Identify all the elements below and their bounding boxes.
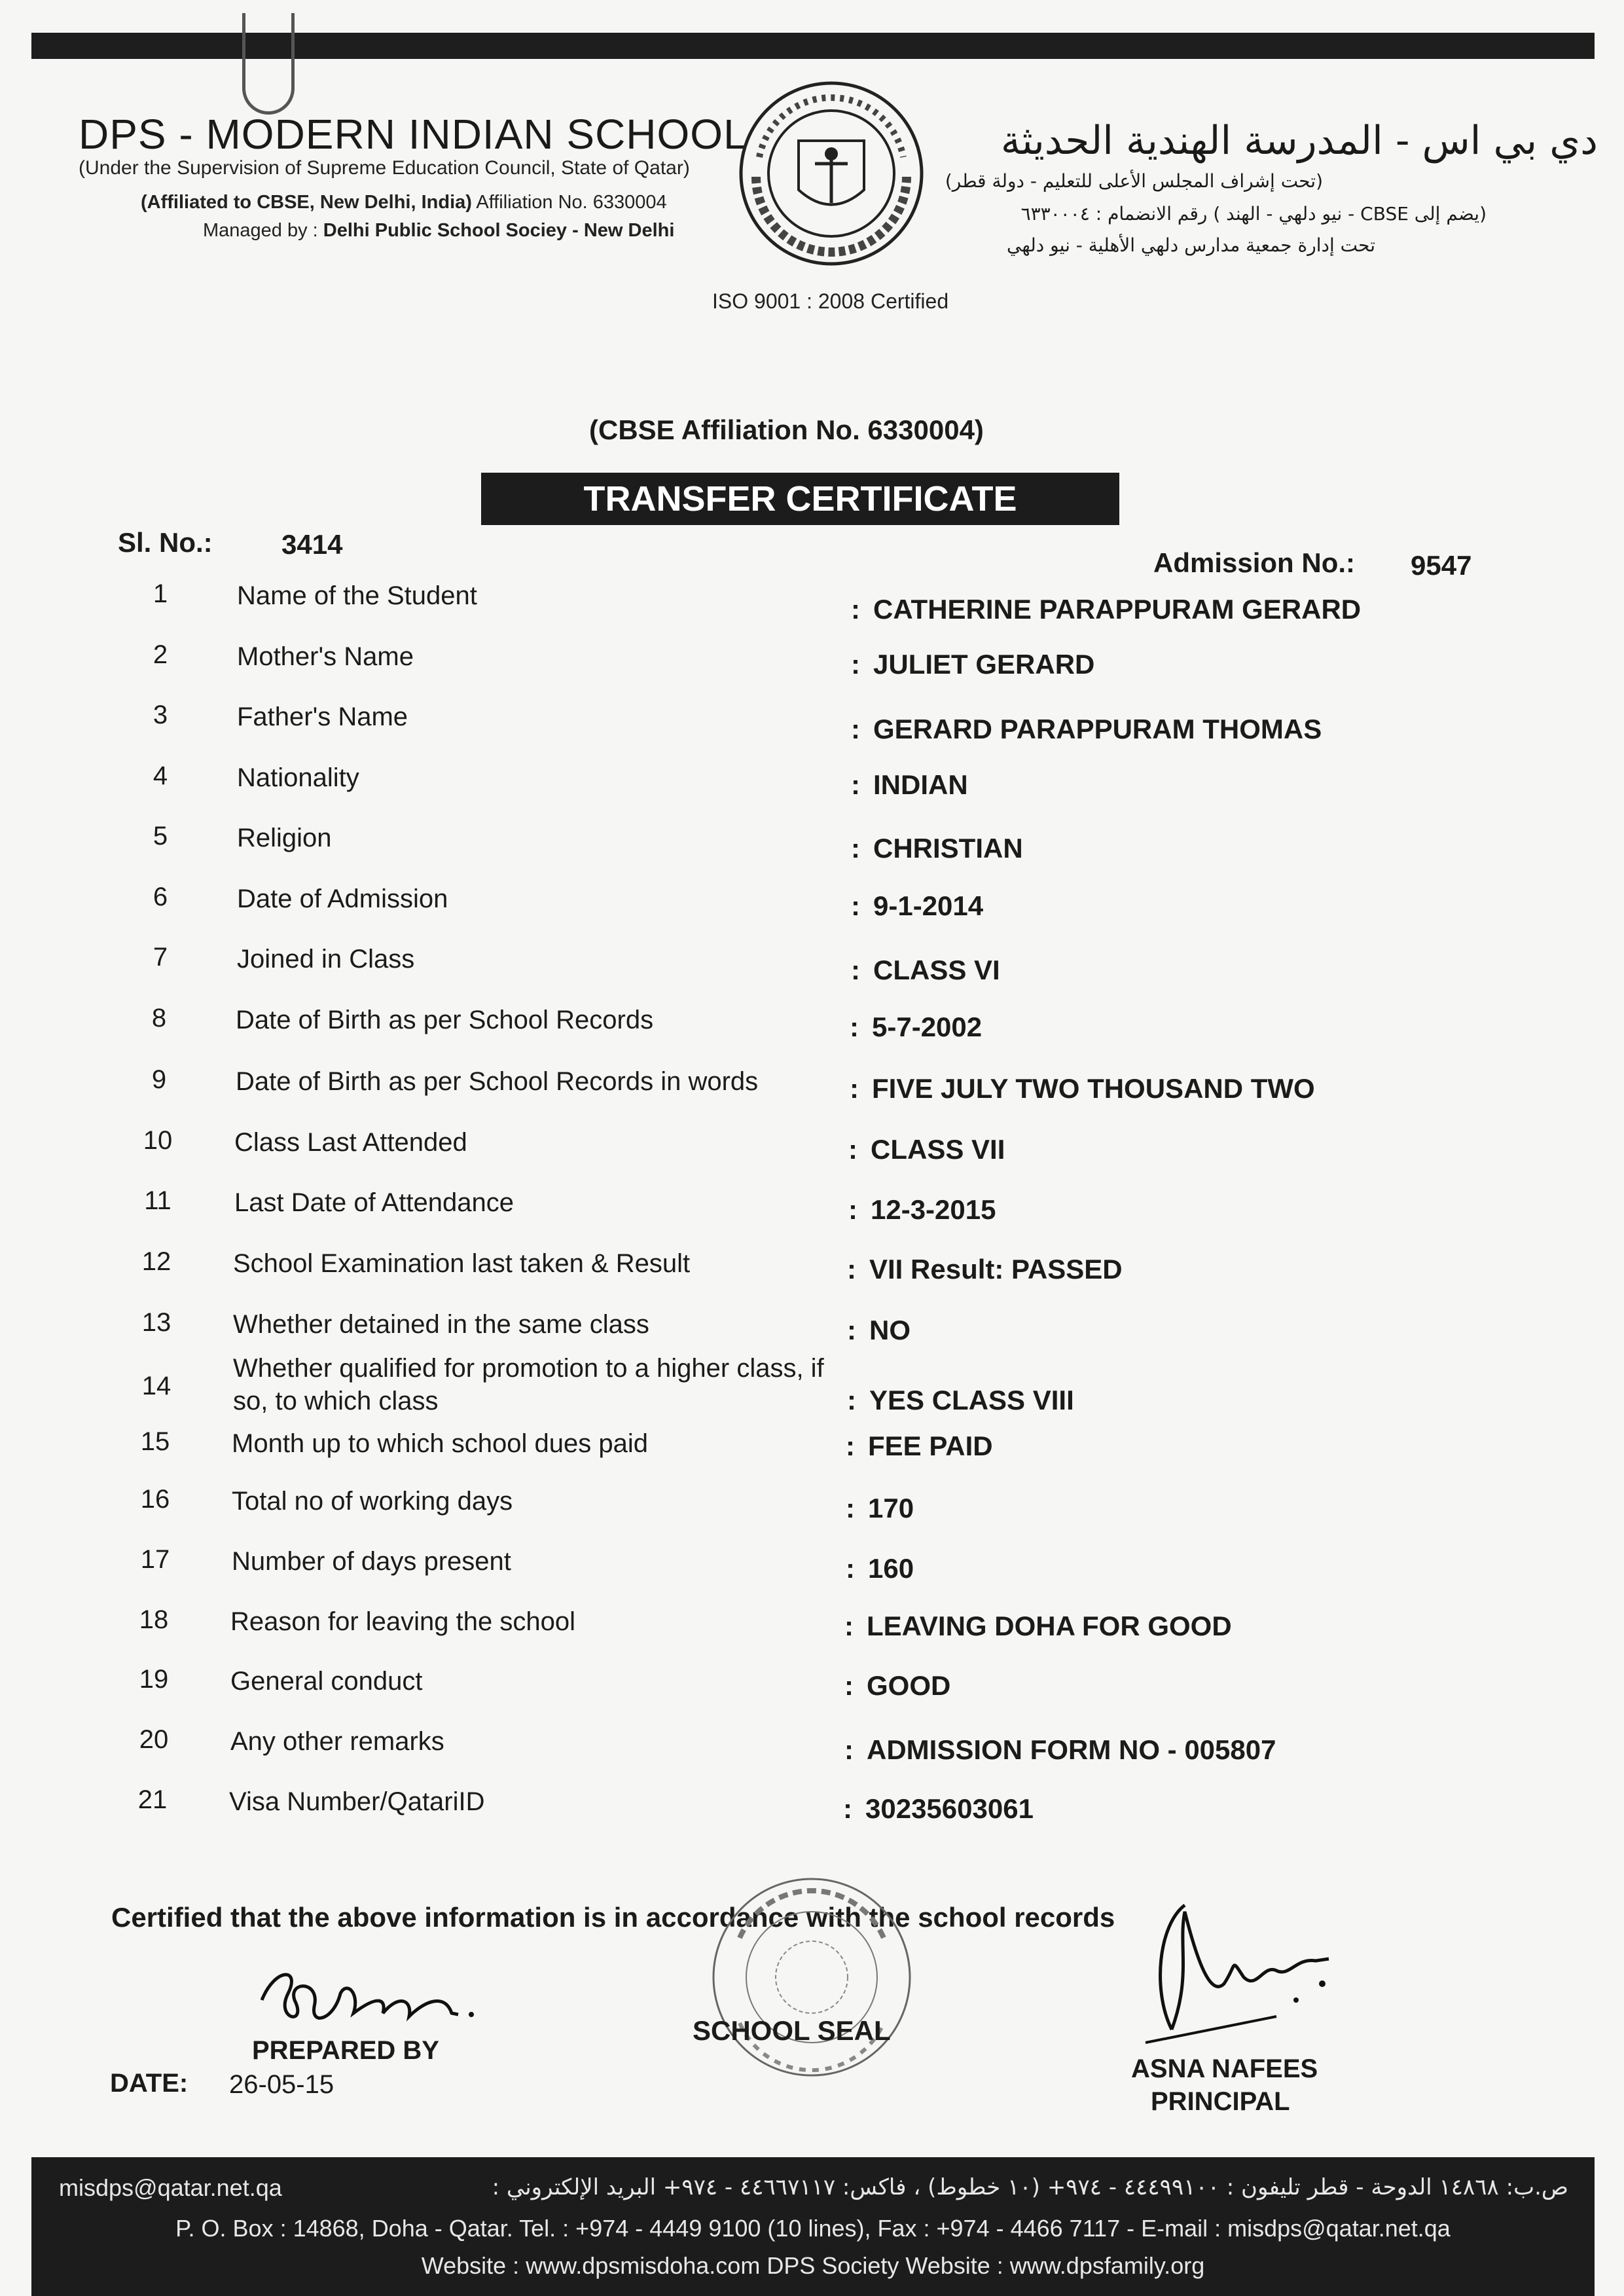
- principal-signature: [1132, 1886, 1348, 2056]
- field-label: Mother's Name: [237, 642, 414, 671]
- field-row: [0, 1352, 1624, 1415]
- date-label: DATE:: [110, 2069, 189, 2098]
- field-number: 9: [151, 1065, 167, 1094]
- field-label: Class Last Attended: [234, 1128, 467, 1157]
- field-value-container: [850, 1011, 982, 1043]
- field-number: 21: [137, 1785, 168, 1814]
- field-value-container: [851, 594, 1361, 625]
- field-value: FEE PAID: [868, 1430, 993, 1461]
- field-colon: :: [843, 1793, 852, 1824]
- field-label: Reason for leaving the school: [230, 1607, 575, 1636]
- field-value-container: [847, 1254, 1123, 1285]
- field-row: [0, 1186, 1624, 1232]
- footer-contact-band: [31, 2157, 1595, 2296]
- field-number: 6: [153, 883, 168, 911]
- field-value-container: [848, 1134, 1005, 1165]
- field-value: CATHERINE PARAPPURAM GERARD: [873, 594, 1362, 625]
- field-row: [0, 1247, 1624, 1293]
- field-value: CLASS VII: [871, 1134, 1005, 1165]
- school-name: DPS - MODERN INDIAN SCHOOL: [79, 111, 748, 158]
- field-colon: :: [850, 1073, 859, 1104]
- field-value: 9-1-2014: [873, 890, 984, 921]
- field-value-container: [851, 833, 1023, 864]
- field-colon: :: [851, 955, 860, 985]
- field-number: 11: [144, 1186, 171, 1215]
- admission-number-value: 9547: [1411, 550, 1472, 581]
- field-value: VII Result: PASSED: [869, 1254, 1123, 1285]
- field-number: 3: [153, 701, 168, 729]
- field-number: 15: [140, 1427, 170, 1456]
- field-value: 5-7-2002: [872, 1011, 983, 1042]
- field-value: NO: [869, 1315, 911, 1345]
- field-value-container: [846, 1493, 914, 1524]
- field-value-container: [844, 1611, 1232, 1642]
- field-row: [0, 943, 1624, 989]
- field-value-container: [844, 1734, 1276, 1766]
- field-row: [0, 1126, 1624, 1172]
- field-number: 5: [153, 822, 168, 850]
- field-number: 12: [141, 1247, 171, 1276]
- field-row: [0, 579, 1624, 625]
- field-value: JULIET GERARD: [873, 649, 1095, 680]
- field-value: CLASS VI: [873, 955, 1000, 985]
- managed-by-line: [203, 220, 674, 242]
- affiliation-line: [141, 192, 667, 213]
- field-row: [0, 1605, 1624, 1651]
- school-seal-stamp: [681, 1866, 943, 2088]
- field-row: [0, 1665, 1624, 1711]
- field-value-container: [850, 1073, 1315, 1104]
- field-value: 170: [868, 1493, 914, 1523]
- serial-number-label: Sl. No.:: [118, 527, 213, 558]
- field-label: Visa Number/QatariID: [229, 1787, 485, 1816]
- field-number: 2: [153, 640, 168, 669]
- managed-by-value: Delhi Public School Sociey - New Delhi: [323, 220, 675, 241]
- field-label: Father's Name: [237, 702, 408, 731]
- field-label: Number of days present: [232, 1547, 511, 1576]
- field-number: 19: [139, 1665, 169, 1694]
- field-label: Date of Admission: [237, 884, 448, 913]
- field-colon: :: [844, 1670, 854, 1701]
- field-number: 14: [141, 1372, 171, 1400]
- field-value: INDIAN: [873, 769, 968, 800]
- field-row: [0, 1004, 1624, 1049]
- field-colon: :: [848, 1194, 857, 1225]
- field-colon: :: [848, 1134, 857, 1165]
- field-label: Whether detained in the same class: [233, 1310, 649, 1339]
- field-colon: :: [851, 833, 860, 864]
- field-label: Date of Birth as per School Records: [236, 1006, 654, 1034]
- principal-name: ASNA NAFEES: [1131, 2054, 1318, 2083]
- field-value: YES CLASS VIII: [869, 1385, 1074, 1415]
- field-number: 8: [151, 1004, 167, 1032]
- affiliated-text: (Affiliated to CBSE, New Delhi, India): [141, 192, 472, 213]
- field-value: 160: [868, 1553, 914, 1584]
- field-colon: :: [844, 1611, 854, 1641]
- field-label: Last Date of Attendance: [234, 1188, 514, 1217]
- serial-number-value: 3414: [281, 529, 343, 560]
- field-number: 18: [139, 1605, 169, 1634]
- paper-clip-mark: [242, 13, 295, 115]
- supervision-line: (Under the Supervision of Supreme Education Council, State of Qatar): [79, 157, 690, 179]
- school-emblem-logo: [736, 79, 926, 268]
- field-row: [0, 883, 1624, 928]
- transfer-certificate-title: TRANSFER CERTIFICATE: [481, 473, 1119, 525]
- certification-statement: Certified that the above information is in accordance with the school records: [111, 1902, 1115, 1933]
- field-number: 17: [140, 1545, 170, 1574]
- admission-number-label: Admission No.:: [1153, 547, 1356, 578]
- arabic-affiliation-line: (يضم إلى CBSE - نيو دلهي - الهند ) رقم الانضمام : ٦٣٣٠٠٠٤: [1020, 203, 1487, 225]
- field-label: Total no of working days: [232, 1487, 513, 1516]
- field-number: 7: [153, 943, 168, 972]
- field-value-container: [848, 1194, 996, 1226]
- field-value: GOOD: [867, 1670, 951, 1701]
- field-value-container: [843, 1793, 1034, 1825]
- field-colon: :: [851, 890, 860, 921]
- field-colon: :: [851, 769, 860, 800]
- field-value-container: [851, 714, 1322, 745]
- field-value: ADMISSION FORM NO - 005807: [867, 1734, 1276, 1765]
- field-colon: :: [846, 1493, 855, 1523]
- field-row: [0, 1785, 1624, 1831]
- arabic-management-line: تحت إدارة جمعية مدارس دلهي الأهلية - نيو دلهي: [1007, 234, 1375, 256]
- field-value-container: [846, 1553, 914, 1584]
- school-name-arabic: دي بي اس - المدرسة الهندية الحديثة: [1000, 118, 1598, 164]
- field-number: 13: [141, 1308, 171, 1337]
- footer-address: P. O. Box : 14868, Doha - Qatar. Tel. : +974 - 4449 9100 (10 lines), Fax : +974 - 4466 7117 - E-mail : misdps@qatar.net.qa: [175, 2215, 1451, 2242]
- field-colon: :: [846, 1430, 855, 1461]
- field-value-container: [851, 955, 1000, 986]
- footer-email: misdps@qatar.net.qa: [59, 2174, 282, 2201]
- field-value-container: [847, 1315, 911, 1346]
- field-colon: :: [846, 1553, 855, 1584]
- footer-arabic-contact: ص.ب: ١٤٨٦٨ الدوحة - قطر تليفون : ٤٤٤٩٩١٠٠ - ٩٧٤+ (١٠ خطوط) ، فاكس: ٤٤٦٦٧١١٧ - ٩٧٤+ البريد الإلكتروني :: [492, 2174, 1568, 2200]
- field-value: GERARD PARAPPURAM THOMAS: [873, 714, 1322, 744]
- iso-certification: ISO 9001 : 2008 Certified: [712, 289, 949, 313]
- field-number: 1: [153, 579, 168, 608]
- field-label: Any other remarks: [230, 1727, 444, 1756]
- cbse-affiliation-title: (CBSE Affiliation No. 6330004): [589, 414, 984, 445]
- affiliation-number: Affiliation No. 6330004: [471, 192, 667, 213]
- field-number: 4: [153, 761, 168, 790]
- field-value: 30235603061: [865, 1793, 1034, 1824]
- field-number: 20: [139, 1725, 169, 1754]
- field-colon: :: [851, 594, 860, 625]
- field-colon: :: [844, 1734, 854, 1765]
- field-value-container: [847, 1385, 1074, 1416]
- field-colon: :: [847, 1315, 856, 1345]
- field-label: Religion: [237, 824, 332, 852]
- field-row: [0, 1427, 1624, 1473]
- field-label: Joined in Class: [237, 945, 415, 974]
- principal-title: PRINCIPAL: [1151, 2087, 1290, 2116]
- field-label: General conduct: [230, 1667, 423, 1696]
- field-row: [0, 1485, 1624, 1531]
- field-label: Name of the Student: [237, 581, 477, 610]
- field-value: LEAVING DOHA FOR GOOD: [867, 1611, 1232, 1641]
- field-row: [0, 640, 1624, 686]
- managed-by-label: Managed by :: [203, 220, 323, 241]
- school-seal-label: SCHOOL SEAL: [693, 2015, 891, 2046]
- field-value-container: [851, 649, 1094, 680]
- field-label: Month up to which school dues paid: [232, 1429, 648, 1458]
- arabic-supervision-line: (تحت إشراف المجلس الأعلى للتعليم - دولة قطر): [945, 170, 1323, 192]
- field-value: FIVE JULY TWO THOUSAND TWO: [872, 1073, 1315, 1104]
- field-colon: :: [847, 1385, 856, 1415]
- prepared-by-label: PREPARED BY: [252, 2036, 439, 2065]
- field-row: [0, 822, 1624, 867]
- footer-websites: Website : www.dpsmisdoha.com DPS Society Website : www.dpsfamily.org: [421, 2252, 1205, 2279]
- field-number: 10: [143, 1126, 173, 1155]
- field-value-container: [851, 890, 983, 922]
- field-label: Nationality: [237, 763, 359, 792]
- field-label: Whether qualified for promotion to a higher class, if so, to which class: [233, 1354, 824, 1415]
- field-row: [0, 1308, 1624, 1354]
- field-colon: :: [847, 1254, 856, 1285]
- field-value-container: [851, 769, 968, 801]
- field-number: 16: [140, 1485, 170, 1514]
- field-row: [0, 1545, 1624, 1591]
- field-colon: :: [850, 1011, 859, 1042]
- field-value-container: [846, 1430, 993, 1462]
- field-value-container: [844, 1670, 950, 1702]
- field-colon: :: [851, 649, 860, 680]
- field-row: [0, 761, 1624, 807]
- field-colon: :: [851, 714, 860, 744]
- field-row: [0, 701, 1624, 746]
- field-row: [0, 1065, 1624, 1111]
- field-row: [0, 1725, 1624, 1771]
- field-label: Date of Birth as per School Records in words: [236, 1067, 759, 1096]
- field-value: CHRISTIAN: [873, 833, 1023, 864]
- preparer-signature: [249, 1954, 497, 2046]
- date-value: 26-05-15: [229, 2070, 334, 2099]
- field-value: 12-3-2015: [871, 1194, 996, 1225]
- field-label: School Examination last taken & Result: [233, 1249, 691, 1278]
